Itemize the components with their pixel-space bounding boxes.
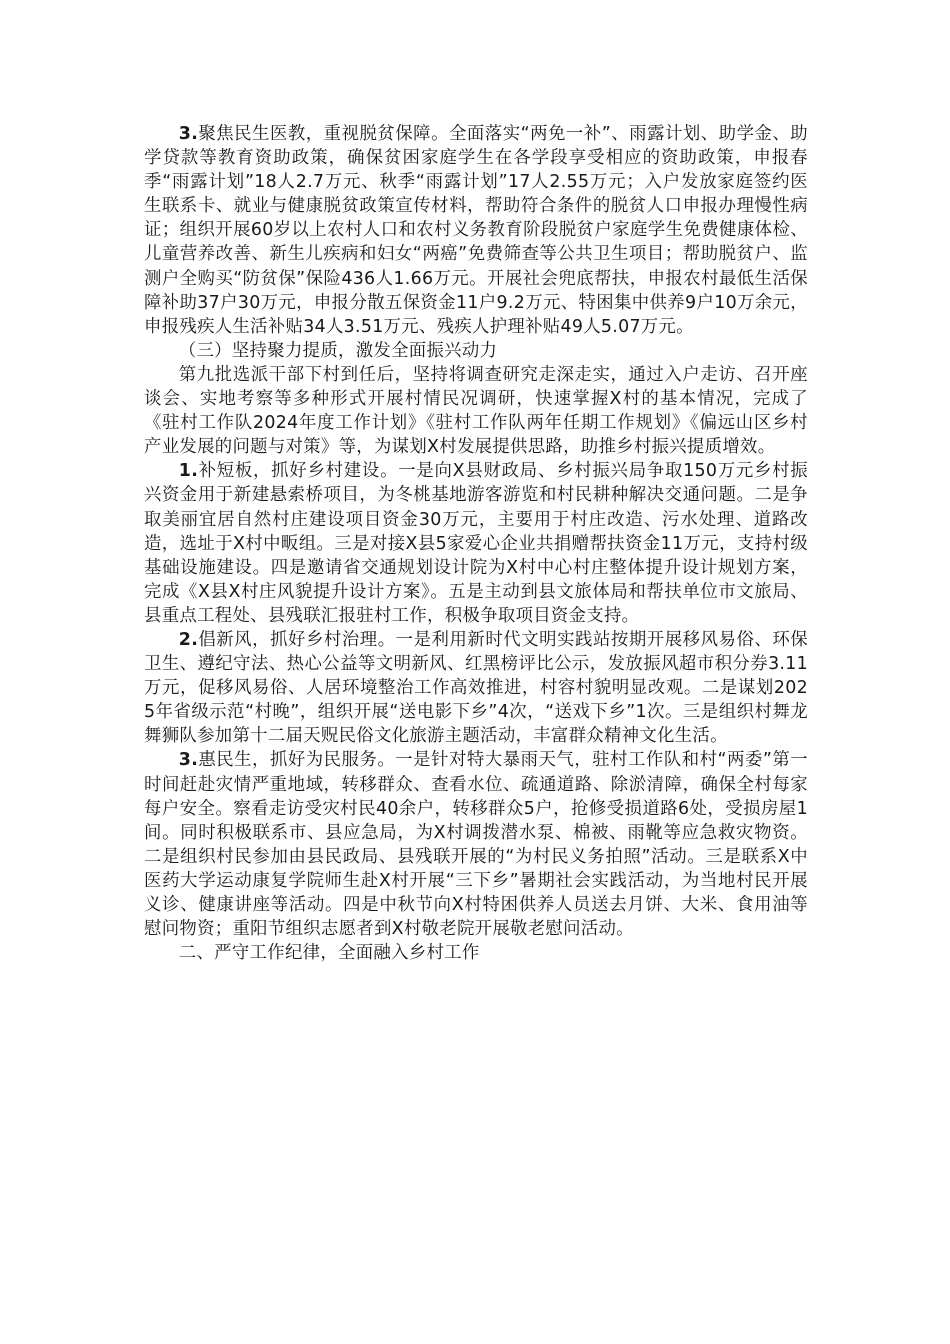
paragraph-rural-governance — [144, 628, 808, 748]
item-number: 1. — [178, 461, 199, 482]
paragraph-public-service — [144, 748, 808, 941]
item-number: 3. — [178, 124, 199, 144]
paragraph-medical-education — [144, 122, 808, 339]
paragraph-text: 惠民生，抓好为民服务。一是针对特大暴雨天气，驻村工作队和村“两委”第一时间赶赴灾情严重地域，转移群众、查看水位、疏通道路、除淤清障，确保全村每家每户安全。察看走访受灾村民40余户，转移群众5户，抢修受损道路6处，受损房屋1间。同时积极联系市、县应急局，为X村调拨潜水泵、棉被、雨靴等应急救灾物资。二是组织村民参加由县民政局、县残联开展的“为村民义务拍照”活动。三是联系X中医药大学运动康复学院师生赴X村开展“三下乡”暑期社会实践活动，为当地村民开展义诊、健康讲座等活动。四是中秋节向X村特困供养人员送去月饼、大米、食用油等慰问物资；重阳节组织志愿者到X村敬老院开展敬老慰问活动。 — [144, 750, 808, 940]
paragraph-text: 第九批选派干部下村到任后，坚持将调查研究走深走实，通过入户走访、召开座谈会、实地考察等多种形式开展村情民况调研，快速掌握X村的基本情况，完成了《驻村工作队2024年度工作计划》《驻村工作队两年任期工作规划》《偏远山区乡村产业发展的问题与对策》等，为谋划X村发展提供思路，助推乡村振兴提质增效。 — [144, 364, 808, 458]
section-heading-2: 二、严守工作纪律，全面融入乡村工作 — [178, 943, 480, 964]
paragraph-text: 聚焦民生医教，重视脱贫保障。全面落实“两免一补”、雨露计划、助学金、助学贷款等教育资助政策，确保贫困家庭学生在各学段享受相应的资助政策，申报春季“雨露计划”18人2.7万元、秋季“雨露计划”17人2.55万元；入户发放家庭签约医生联系卡、就业与健康脱贫政策宣传材料，帮助符合条件的脱贫人口申报办理慢性病证；组织开展60岁以上农村人口和农村义务教育阶段脱贫户家庭学生免费健康体检、儿童营养改善、新生儿疾病和妇女“两癌”免费筛查等公共卫生项目；帮助脱贫户、监测户全购买“防贫保”保险436人1.66万元。开展社会兜底帮扶，申报农村最低生活保障补助37户30万元，申报分散五保资金11户9.2万元、特困集中供养9户10万余元，申报残疾人生活补贴34人3.51万元、残疾人护理补贴49人5.07万元。 — [144, 124, 808, 337]
document-body — [144, 122, 808, 965]
item-number: 2. — [178, 629, 199, 650]
item-number: 3. — [178, 750, 199, 771]
section-heading-3: （三）坚持聚力提质，激发全面振兴动力 — [178, 340, 498, 361]
paragraph-rural-construction — [144, 459, 808, 628]
paragraph-text: 倡新风，抓好乡村治理。一是利用新时代文明实践站按期开展移风易俗、环保卫生、遵纪守法、热心公益等文明新风、红黑榜评比公示，发放振风超市积分券3.11万元，促移风易俗、人居环境整治工作高效推进，村容村貌明显改观。二是谋划2025年省级示范“村晚”，组织开展“送电影下乡”4次，“送戏下乡”1次。三是组织村舞龙舞狮队参加第十二届天贶民俗文化旅游主题活动，丰富群众精神文化生活。 — [144, 629, 808, 747]
paragraph-text: 补短板，抓好乡村建设。一是向X县财政局、乡村振兴局争取150万元乡村振兴资金用于新建悬索桥项目，为冬桃基地游客游览和村民耕种解决交通问题。二是争取美丽宜居自然村庄建设项目资金30万元，主要用于村庄改造、污水处理、道路改造，选址于X村中畈组。三是对接X县5家爱心企业共捐赠帮扶资金11万元，支持村级基础设施建设。四是邀请省交通规划设计院为X村中心村庄整体提升设计规划方案，完成《X县X村庄风貌提升设计方案》。五是主动到县文旅体局和帮扶单位市文旅局、县重点工程处、县残联汇报驻村工作，积极争取项目资金支持。 — [144, 461, 808, 626]
paragraph-intro — [144, 363, 808, 459]
